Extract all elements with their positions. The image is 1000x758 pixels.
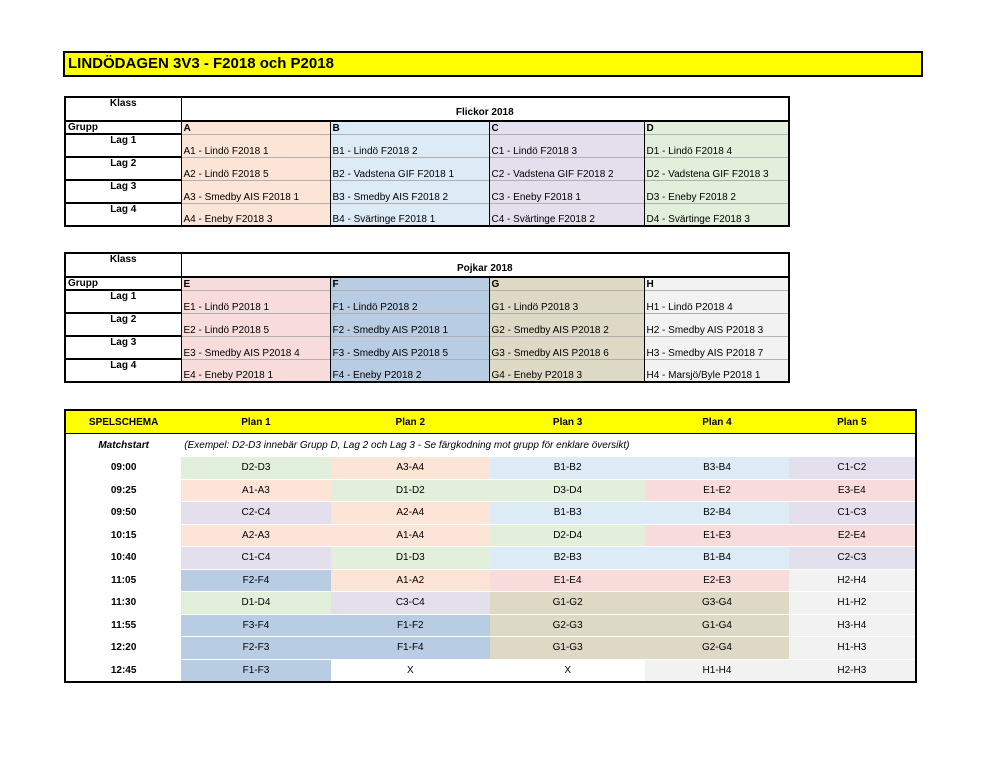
match-cell: H1-H2: [789, 592, 916, 615]
match-cell: F3-F4: [181, 614, 330, 637]
schedule-row: [65, 637, 916, 660]
klass-label: Klass: [109, 98, 137, 109]
match-cell: E1-E3: [645, 524, 788, 547]
match-cell: C1-C2: [789, 457, 916, 480]
match-cell: F1-F4: [331, 637, 490, 660]
team-cell: F1 - Lindö P2018 2: [330, 290, 489, 313]
team-cell: D1 - Lindö F2018 4: [644, 134, 789, 157]
match-cell: D1-D3: [331, 547, 490, 570]
team-cell: F2 - Smedby AIS P2018 1: [330, 313, 489, 336]
team-cell: A4 - Eneby F2018 3: [181, 203, 330, 226]
match-cell: B1-B4: [645, 547, 788, 570]
boys-groups-table: [64, 252, 790, 383]
match-cell: C1-C4: [181, 547, 330, 570]
team-row-label: Lag 1: [65, 290, 181, 313]
klass-label: Klass: [109, 254, 137, 265]
schedule-table: [64, 409, 917, 683]
team-row-label: Lag 4: [65, 203, 181, 226]
team-cell: F3 - Smedby AIS P2018 5: [330, 336, 489, 359]
team-row-label: Lag 1: [65, 134, 181, 157]
match-cell: E3-E4: [789, 479, 916, 502]
team-cell: G2 - Smedby AIS P2018 2: [489, 313, 644, 336]
team-cell: A2 - Lindö F2018 5: [181, 157, 330, 180]
match-cell: G1-G4: [645, 614, 788, 637]
match-cell: F1-F2: [331, 614, 490, 637]
team-cell: B4 - Svärtinge F2018 1: [330, 203, 489, 226]
match-cell: G2-G4: [645, 637, 788, 660]
page-title: LINDÖDAGEN 3V3 - F2018 och P2018: [63, 51, 923, 77]
plan-header: Plan 2: [331, 410, 490, 434]
team-row-label: Lag 2: [65, 313, 181, 336]
plan-header: Plan 1: [181, 410, 330, 434]
match-time: 11:05: [65, 569, 181, 592]
match-cell: D1-D2: [331, 479, 490, 502]
team-cell: G3 - Smedby AIS P2018 6: [489, 336, 644, 359]
team-cell: C1 - Lindö F2018 3: [489, 134, 644, 157]
team-cell: H3 - Smedby AIS P2018 7: [644, 336, 789, 359]
plan-header: Plan 5: [789, 410, 916, 434]
match-cell: X: [490, 659, 645, 682]
schedule-row: [65, 592, 916, 615]
schedule-row: [65, 479, 916, 502]
team-cell: C3 - Eneby F2018 1: [489, 180, 644, 203]
match-cell: B2-B3: [490, 547, 645, 570]
team-cell: E3 - Smedby AIS P2018 4: [181, 336, 330, 359]
group-header-b: B: [330, 121, 489, 134]
girls-groups-table: [64, 96, 790, 227]
match-cell: A1-A2: [331, 569, 490, 592]
team-row-label: Lag 4: [65, 359, 181, 382]
match-cell: C1-C3: [789, 502, 916, 525]
match-cell: G2-G3: [490, 614, 645, 637]
match-cell: H2-H3: [789, 659, 916, 682]
matchstart-label: Matchstart: [65, 434, 181, 457]
schedule-row: [65, 524, 916, 547]
match-cell: E1-E2: [645, 479, 788, 502]
team-cell: D3 - Eneby F2018 2: [644, 180, 789, 203]
match-time: 12:45: [65, 659, 181, 682]
team-cell: C2 - Vadstena GIF F2018 2: [489, 157, 644, 180]
match-cell: H1-H4: [645, 659, 788, 682]
klass-value: Pojkar 2018: [181, 253, 789, 277]
grupp-label: Grupp: [65, 121, 181, 134]
team-cell: G1 - Lindö P2018 3: [489, 290, 644, 313]
schedule-row: [65, 457, 916, 480]
match-cell: B2-B4: [645, 502, 788, 525]
schedule-row: [65, 569, 916, 592]
team-row-label: Lag 2: [65, 157, 181, 180]
match-cell: C2-C4: [181, 502, 330, 525]
team-cell: A1 - Lindö F2018 1: [181, 134, 330, 157]
match-cell: F2-F3: [181, 637, 330, 660]
match-cell: B3-B4: [645, 457, 788, 480]
match-cell: H1-H3: [789, 637, 916, 660]
match-time: 11:55: [65, 614, 181, 637]
match-cell: C3-C4: [331, 592, 490, 615]
match-cell: D1-D4: [181, 592, 330, 615]
match-time: 09:50: [65, 502, 181, 525]
group-header-g: G: [489, 277, 644, 290]
match-cell: H3-H4: [789, 614, 916, 637]
group-header-e: E: [181, 277, 330, 290]
team-cell: A3 - Smedby AIS F2018 1: [181, 180, 330, 203]
match-cell: H2-H4: [789, 569, 916, 592]
match-cell: A1-A3: [181, 479, 330, 502]
group-header-h: H: [644, 277, 789, 290]
team-cell: D2 - Vadstena GIF F2018 3: [644, 157, 789, 180]
match-cell: X: [331, 659, 490, 682]
grupp-label: Grupp: [65, 277, 181, 290]
plan-header: Plan 4: [645, 410, 788, 434]
team-cell: H4 - Marsjö/Byle P2018 1: [644, 359, 789, 382]
match-time: 10:15: [65, 524, 181, 547]
plan-header: Plan 3: [490, 410, 645, 434]
group-header-c: C: [489, 121, 644, 134]
schedule-note: (Exempel: D2-D3 innebär Grupp D, Lag 2 och Lag 3 - Se färgkodning mot grupp för enklare översikt): [181, 434, 916, 457]
team-row-label: Lag 3: [65, 336, 181, 359]
match-cell: B1-B2: [490, 457, 645, 480]
match-time: 10:40: [65, 547, 181, 570]
team-cell: E1 - Lindö P2018 1: [181, 290, 330, 313]
match-cell: G3-G4: [645, 592, 788, 615]
schedule-row: [65, 547, 916, 570]
match-cell: E2-E4: [789, 524, 916, 547]
match-cell: C2-C3: [789, 547, 916, 570]
group-header-d: D: [644, 121, 789, 134]
group-header-f: F: [330, 277, 489, 290]
team-cell: E4 - Eneby P2018 1: [181, 359, 330, 382]
team-cell: D4 - Svärtinge F2018 3: [644, 203, 789, 226]
team-cell: C4 - Svärtinge F2018 2: [489, 203, 644, 226]
match-time: 11:30: [65, 592, 181, 615]
group-header-a: A: [181, 121, 330, 134]
match-cell: A2-A4: [331, 502, 490, 525]
team-cell: B3 - Smedby AIS F2018 2: [330, 180, 489, 203]
match-cell: D3-D4: [490, 479, 645, 502]
match-time: 12:20: [65, 637, 181, 660]
match-cell: F1-F3: [181, 659, 330, 682]
match-cell: G1-G3: [490, 637, 645, 660]
match-cell: A3-A4: [331, 457, 490, 480]
match-cell: D2-D4: [490, 524, 645, 547]
schedule-header: SPELSCHEMA: [65, 410, 181, 434]
team-cell: F4 - Eneby P2018 2: [330, 359, 489, 382]
klass-value: Flickor 2018: [181, 97, 789, 121]
match-cell: G1-G2: [490, 592, 645, 615]
match-cell: A2-A3: [181, 524, 330, 547]
team-cell: G4 - Eneby P2018 3: [489, 359, 644, 382]
team-cell: H2 - Smedby AIS P2018 3: [644, 313, 789, 336]
team-row-label: Lag 3: [65, 180, 181, 203]
match-time: 09:00: [65, 457, 181, 480]
team-cell: B2 - Vadstena GIF F2018 1: [330, 157, 489, 180]
team-cell: B1 - Lindö F2018 2: [330, 134, 489, 157]
match-time: 09:25: [65, 479, 181, 502]
match-cell: F2-F4: [181, 569, 330, 592]
team-cell: H1 - Lindö P2018 4: [644, 290, 789, 313]
schedule-row: [65, 659, 916, 682]
match-cell: E1-E4: [490, 569, 645, 592]
schedule-row: [65, 614, 916, 637]
match-cell: E2-E3: [645, 569, 788, 592]
match-cell: D2-D3: [181, 457, 330, 480]
match-cell: B1-B3: [490, 502, 645, 525]
match-cell: A1-A4: [331, 524, 490, 547]
team-cell: E2 - Lindö P2018 5: [181, 313, 330, 336]
schedule-row: [65, 502, 916, 525]
